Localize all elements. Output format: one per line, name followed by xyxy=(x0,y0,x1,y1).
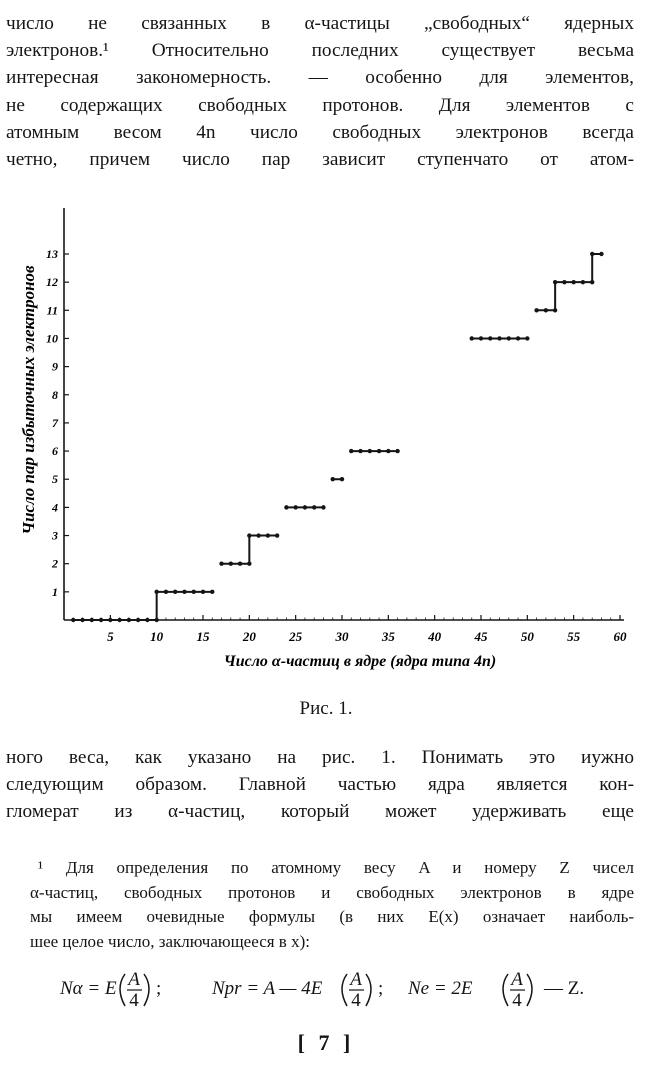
x-axis-label: Число α-частиц в ядре (ядра типа 4n) xyxy=(223,653,497,670)
data-point xyxy=(349,449,353,453)
x-tick-label: 55 xyxy=(567,629,581,644)
paren-right xyxy=(527,974,532,1006)
x-tick-label: 20 xyxy=(242,629,256,644)
text-line: атомным весом 4n число свободных электронов всегда xyxy=(6,121,634,143)
data-point xyxy=(136,618,140,622)
data-point xyxy=(238,561,242,565)
data-point xyxy=(599,252,603,256)
formula-sep: ; xyxy=(156,978,162,999)
data-point xyxy=(516,336,520,340)
figure-caption: Рис. 1. xyxy=(299,698,353,719)
frac-num: A xyxy=(511,969,523,990)
y-tick-label: 10 xyxy=(46,331,58,346)
y-tick-label: 4 xyxy=(52,500,58,515)
data-point xyxy=(553,280,557,284)
x-tick-label: 60 xyxy=(613,629,627,644)
data-point xyxy=(219,561,223,565)
y-tick-label: 11 xyxy=(46,303,58,318)
text-line: ного веса, как указано на рис. 1. Понимать это иужно xyxy=(6,747,634,768)
footnote xyxy=(30,856,634,954)
data-point xyxy=(525,336,529,340)
data-point xyxy=(154,590,158,594)
formula xyxy=(0,960,652,1016)
data-point xyxy=(164,590,168,594)
y-axis-label: Число пар избыточных электронов xyxy=(19,265,38,535)
y-tick-label: 3 xyxy=(52,528,58,543)
data-point xyxy=(275,533,279,537)
data-point xyxy=(182,590,186,594)
paren-right xyxy=(144,974,149,1006)
data-point xyxy=(395,449,399,453)
formula-tail: — Z. xyxy=(544,978,585,999)
data-point xyxy=(544,308,548,312)
data-point xyxy=(368,449,372,453)
footnote-line: шее целое число, заключающееся в x): xyxy=(30,931,310,951)
paren-left xyxy=(342,974,347,1006)
y-tick-label: 9 xyxy=(52,359,58,374)
data-point xyxy=(145,618,149,622)
formula-n-alpha: Nα = E xyxy=(60,978,117,999)
data-point xyxy=(229,561,233,565)
data-point xyxy=(80,618,84,622)
data-point xyxy=(293,505,297,509)
data-point xyxy=(71,618,75,622)
data-point xyxy=(173,590,177,594)
y-tick-label: 12 xyxy=(46,275,58,290)
x-tick-label: 15 xyxy=(196,629,210,644)
x-tick-label: 5 xyxy=(107,629,114,644)
data-point xyxy=(386,449,390,453)
x-tick-label: 10 xyxy=(150,629,164,644)
data-point xyxy=(99,618,103,622)
data-point xyxy=(497,336,501,340)
x-tick-label: 40 xyxy=(428,629,442,644)
data-point xyxy=(90,618,94,622)
data-point xyxy=(488,336,492,340)
data-point xyxy=(340,477,344,481)
text-line: интересная закономерность. — особенно для элементов, xyxy=(6,67,634,89)
data-point xyxy=(284,505,288,509)
chart-series xyxy=(71,252,604,622)
data-point xyxy=(312,505,316,509)
data-point xyxy=(507,336,511,340)
footnote-line: мы имеем очевидные формулы (в них E(x) означает наиболь- xyxy=(30,907,634,926)
chart-axes xyxy=(64,208,624,620)
data-point xyxy=(562,280,566,284)
footnote-line: ¹ Для определения по атомному весу A и номеру Z чисел xyxy=(38,858,634,877)
frac-den: 4 xyxy=(129,990,139,1011)
data-point xyxy=(201,590,205,594)
formula-n-e: Ne = 2E xyxy=(408,978,473,999)
data-point xyxy=(479,336,483,340)
paren-left xyxy=(503,974,508,1006)
x-tick-label: 50 xyxy=(520,629,534,644)
x-tick-label: 45 xyxy=(474,629,488,644)
frac-num: A xyxy=(128,969,140,990)
formula-n-pr: Npr = A — 4E xyxy=(212,978,323,999)
data-point xyxy=(377,449,381,453)
text-line: четно, причем число пар зависит ступенчато от атом- xyxy=(6,149,634,171)
data-point xyxy=(321,505,325,509)
data-point xyxy=(358,449,362,453)
chart-ticks xyxy=(46,247,627,644)
data-point xyxy=(470,336,474,340)
x-tick-label: 25 xyxy=(289,629,303,644)
data-point xyxy=(127,618,131,622)
y-tick-label: 5 xyxy=(52,472,58,487)
step-chart xyxy=(0,200,652,700)
frac-den: 4 xyxy=(351,990,361,1011)
footnote-line: α-частиц, свободных протонов и свободных электронов в ядре xyxy=(30,882,634,902)
data-point xyxy=(571,280,575,284)
data-point xyxy=(117,618,121,622)
paren-right xyxy=(366,974,371,1006)
text-line: следующим образом. Главной частью ядра является кон- xyxy=(6,774,634,796)
paren-left xyxy=(120,974,125,1006)
data-point xyxy=(331,477,335,481)
y-tick-label: 1 xyxy=(52,584,58,599)
y-tick-label: 6 xyxy=(52,444,58,459)
data-point xyxy=(108,618,112,622)
x-tick-label: 30 xyxy=(335,629,349,644)
y-tick-label: 13 xyxy=(46,247,58,261)
data-point xyxy=(192,590,196,594)
x-tick-label: 35 xyxy=(381,629,395,644)
formula-sep: ; xyxy=(378,978,384,999)
text-line: гломерат из α-частиц, который может удерживать еще xyxy=(6,801,634,823)
data-point xyxy=(210,590,214,594)
data-point xyxy=(303,505,307,509)
y-tick-label: 2 xyxy=(52,556,58,571)
page-number: [ 7 ] xyxy=(297,1030,355,1055)
data-point xyxy=(534,308,538,312)
data-point xyxy=(247,533,251,537)
text-line: электронов.¹ Относительно последних существует весьма xyxy=(6,40,634,62)
data-point xyxy=(256,533,260,537)
data-point xyxy=(266,533,270,537)
paragraph-bottom xyxy=(6,744,634,826)
frac-num: A xyxy=(350,969,362,990)
y-tick-label: 7 xyxy=(52,415,58,430)
data-point xyxy=(581,280,585,284)
paragraph-top xyxy=(6,10,634,173)
y-tick-label: 8 xyxy=(52,387,58,402)
frac-den: 4 xyxy=(512,990,522,1011)
text-line: не содержащих свободных протонов. Для элементов с xyxy=(6,94,634,116)
text-line: число не связанных в α-частицы „свободных“ ядерных xyxy=(6,13,634,34)
data-point xyxy=(590,252,594,256)
